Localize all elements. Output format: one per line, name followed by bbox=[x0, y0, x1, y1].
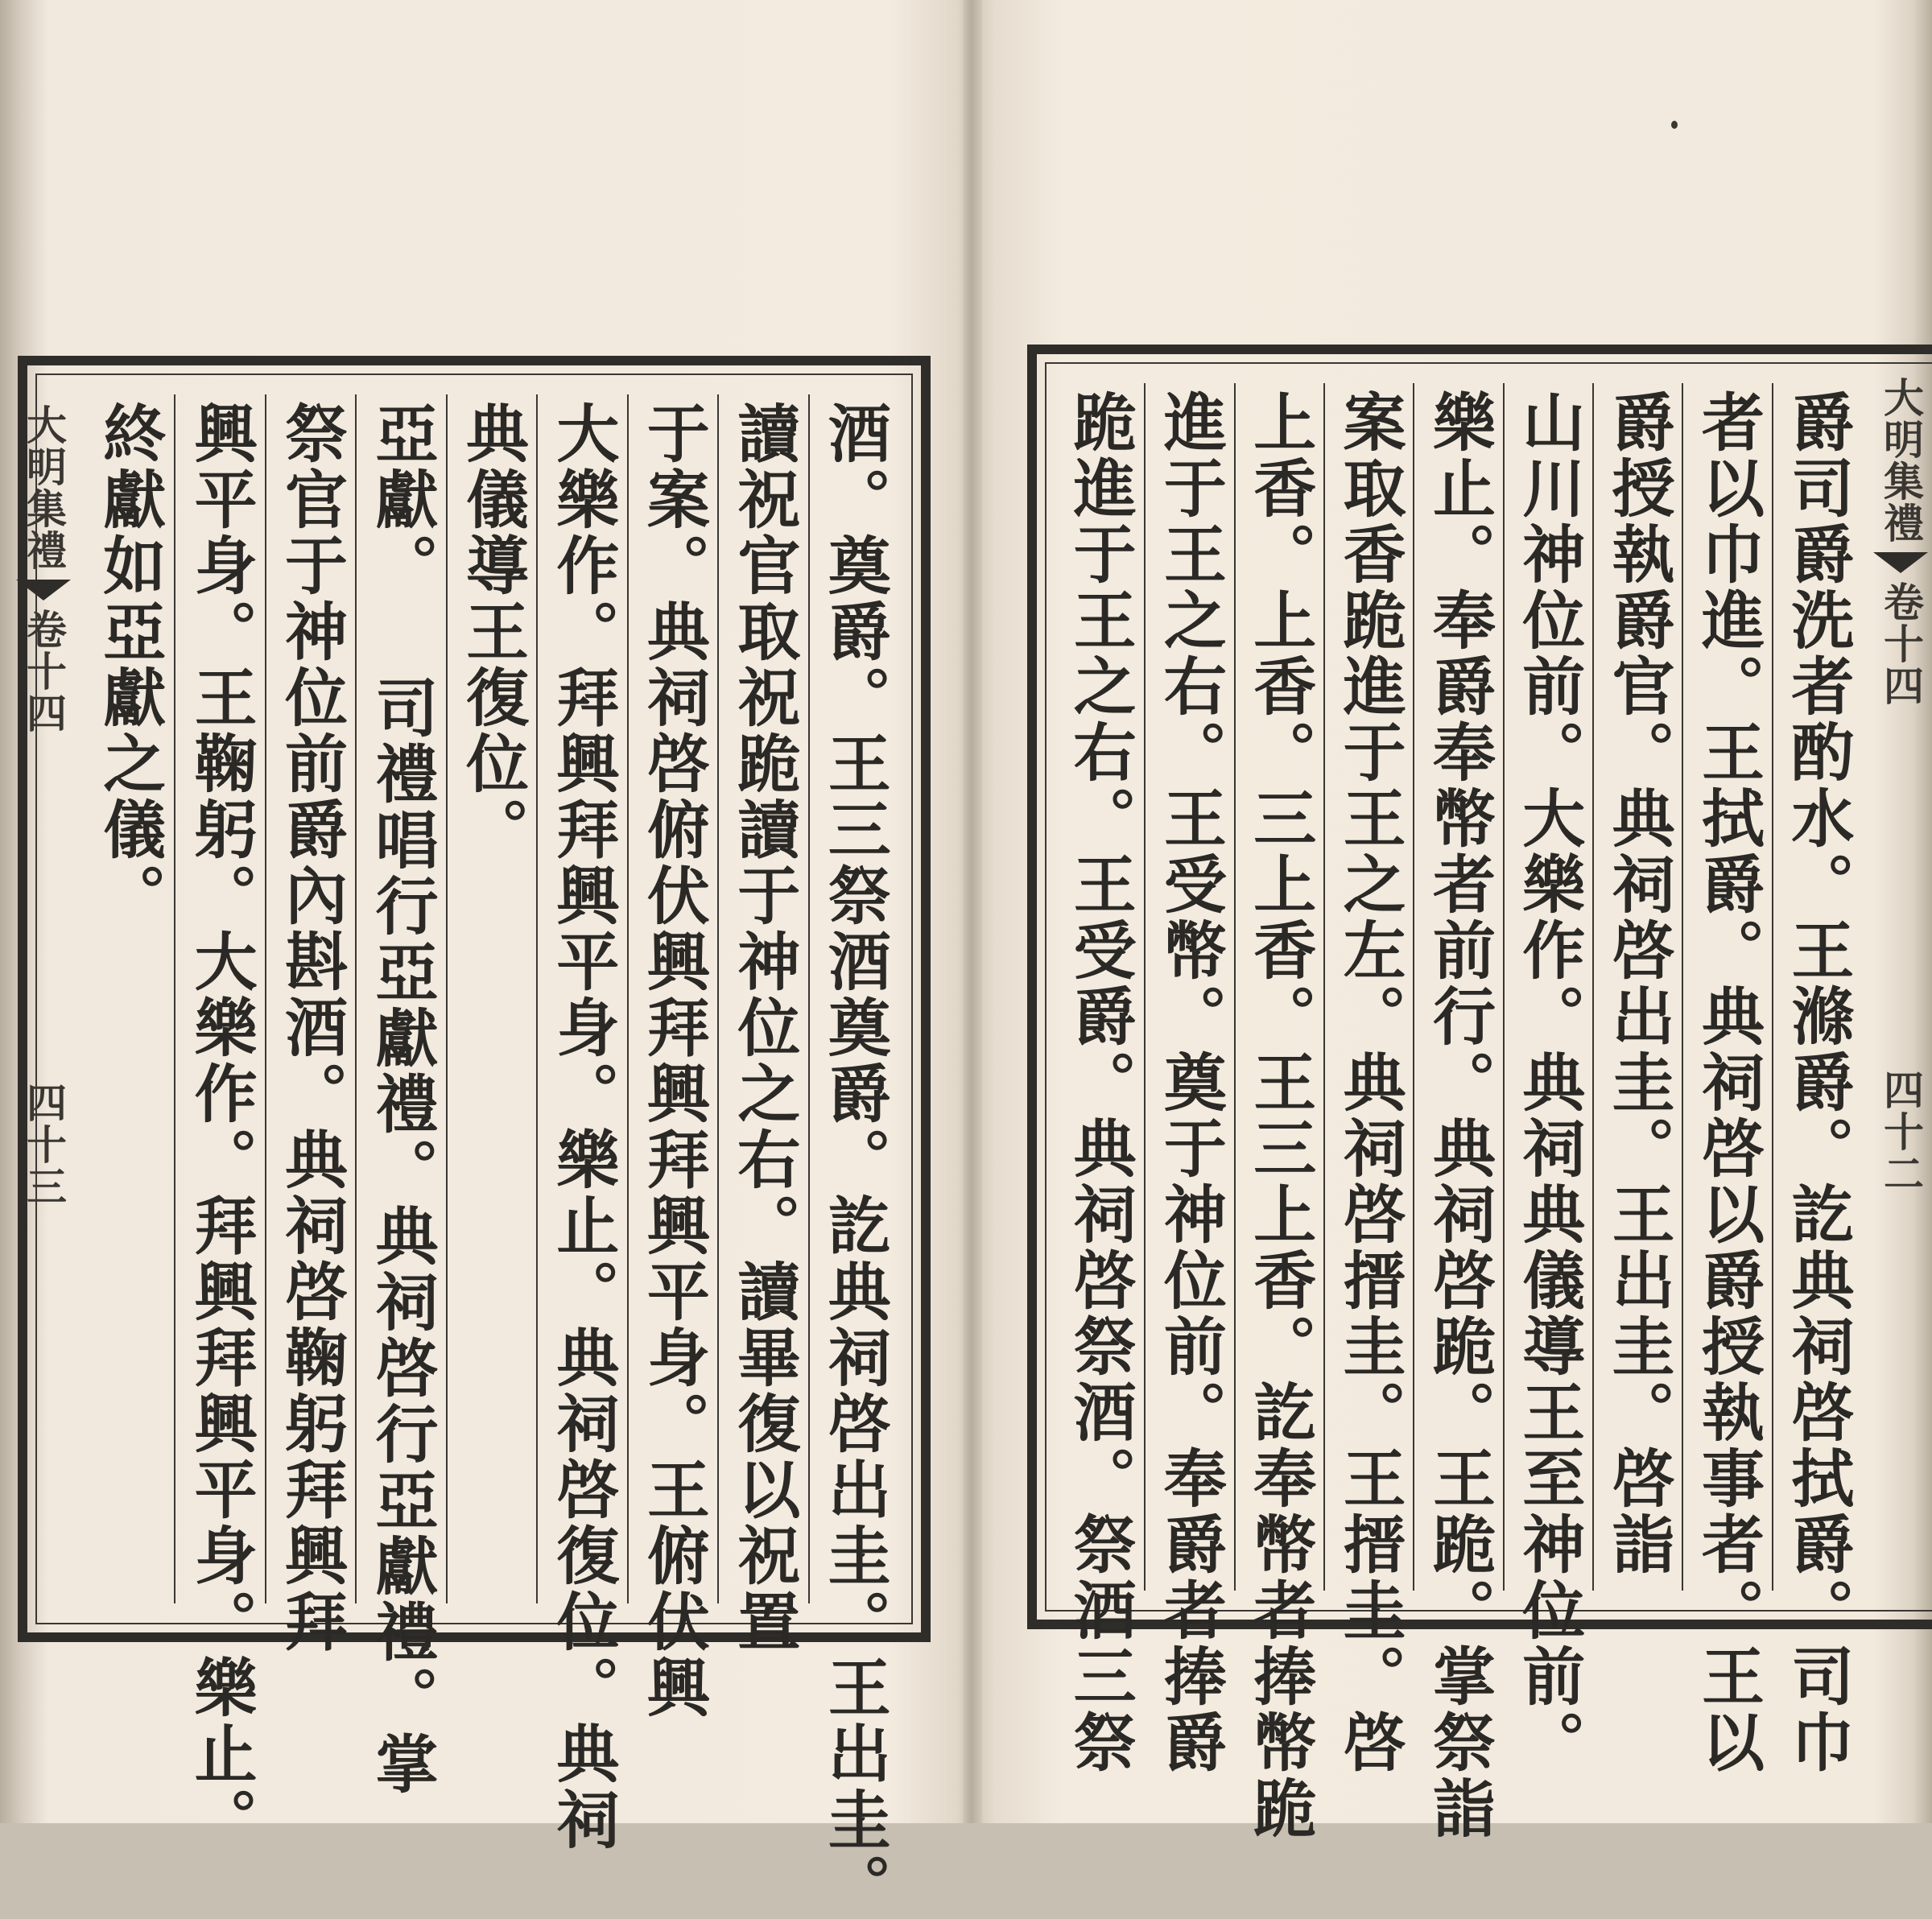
right-banxin bbox=[1869, 345, 1932, 1629]
text-column bbox=[84, 394, 174, 1603]
text-column bbox=[355, 394, 445, 1797]
text-column bbox=[1772, 383, 1861, 1776]
text-column bbox=[717, 394, 807, 1655]
column-text: 終獻如亞獻之儀。 bbox=[93, 401, 167, 929]
column-text: 爵司爵洗者酌水。王滌爵。訖典祠啓拭爵。司巾 bbox=[1781, 390, 1855, 1776]
column-text: 典儀導王復位。 bbox=[455, 401, 529, 863]
text-column bbox=[265, 394, 355, 1655]
left-banxin bbox=[18, 356, 69, 1642]
text-column bbox=[1144, 383, 1233, 1776]
banxin-title: 大明集禮 bbox=[1877, 377, 1925, 544]
column-text: 山川神位前。大樂作。典祠典儀導王至神位前。 bbox=[1512, 390, 1586, 1776]
banxin-folio: 四十三 bbox=[20, 1082, 68, 1207]
fish-tail-mark bbox=[16, 580, 71, 600]
text-column bbox=[1592, 383, 1682, 1591]
column-text: 進于王之右。王受幣。奠于神位前。奉爵者捧爵 bbox=[1153, 390, 1227, 1776]
column-text: 酒。奠爵。王三祭酒奠爵。訖典祠啓出圭。王出圭。 bbox=[817, 401, 891, 1919]
column-text: 樂止。奉爵奉幣者前行。典祠啓跪。王跪。掌祭詣 bbox=[1422, 390, 1496, 1842]
banxin-title: 大明集禮 bbox=[20, 404, 68, 572]
column-text: 祭官于神位前爵內斟酒。典祠啓鞠躬拜興拜 bbox=[275, 401, 349, 1655]
column-text: 案取香跪進于王之左。典祠啓搢圭。王搢圭。啓 bbox=[1332, 390, 1406, 1776]
column-text: 大樂作。拜興拜興平身。樂止。典祠啓復位。典祠 bbox=[546, 401, 620, 1853]
text-column bbox=[1413, 383, 1502, 1842]
left-page-frame bbox=[18, 356, 931, 1919]
banxin-folio: 四十二 bbox=[1877, 1069, 1925, 1195]
banxin-volume: 卷十四 bbox=[20, 609, 68, 734]
right-text-columns bbox=[1055, 383, 1861, 1842]
ink-spot bbox=[1671, 121, 1678, 129]
column-text: 興平身。王鞠躬。大樂作。拜興拜興平身。樂止。 bbox=[184, 401, 258, 1853]
column-text: 上香。上香。三上香。王三上香。訖奉幣者捧幣跪 bbox=[1243, 390, 1317, 1842]
text-column bbox=[1234, 383, 1323, 1842]
left-text-columns bbox=[84, 394, 898, 1919]
text-column bbox=[808, 394, 898, 1919]
column-text: 亞獻。 司禮唱行亞獻禮。典祠啓行亞獻禮。掌 bbox=[365, 401, 439, 1797]
column-text: 讀祝官取祝跪讀于神位之右。讀畢復以祝置 bbox=[727, 401, 801, 1655]
text-column bbox=[536, 394, 626, 1853]
column-text: 爵授執爵官。典祠啓出圭。王出圭。啓詣 bbox=[1601, 390, 1675, 1578]
column-text: 跪進于王之右。王受爵。典祠啓祭酒。祭酒三祭 bbox=[1063, 390, 1137, 1776]
text-column bbox=[1503, 383, 1592, 1776]
text-column bbox=[446, 394, 536, 1603]
text-column bbox=[174, 394, 264, 1853]
column-text: 于案。典祠啓俯伏興拜興拜興平身。王俯伏興 bbox=[636, 401, 710, 1721]
text-column bbox=[1682, 383, 1771, 1776]
text-column bbox=[1323, 383, 1413, 1776]
text-column bbox=[627, 394, 717, 1721]
column-text: 者以巾進。王拭爵。典祠啓以爵授執事者。王以 bbox=[1690, 390, 1765, 1776]
right-page-frame bbox=[1027, 345, 1932, 1842]
banxin-volume: 卷十四 bbox=[1877, 581, 1925, 707]
text-column bbox=[1055, 383, 1144, 1776]
fish-tail-mark bbox=[1873, 552, 1928, 573]
